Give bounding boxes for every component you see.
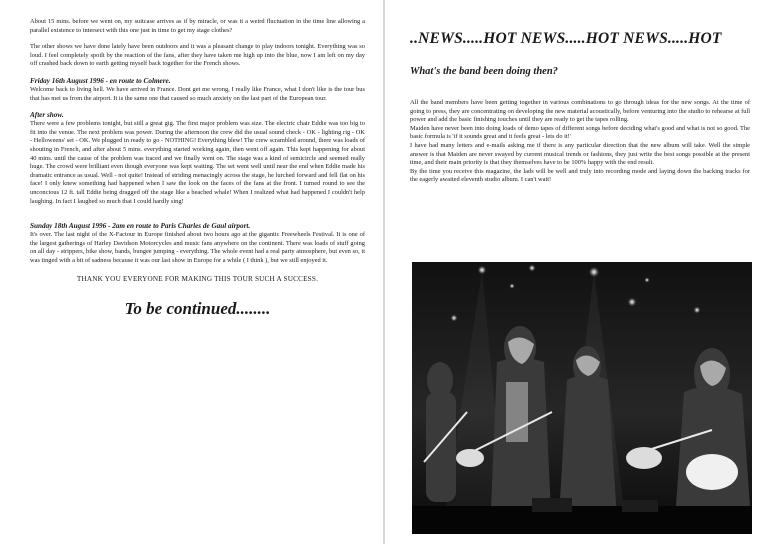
news-paragraph-2: Maiden have never been into doing loads of demo tapes of different songs before deciding what's good and what is not so good. The basic formula is 'if it sounds great and it feels great - lets do it!' [410,124,750,141]
shows-paragraph: The other shows we have done lately have been outdoors and it was a pleasant change to play indoors tonight. Everything was so loud. I feel completely spoilt by the reaction of the fans, after they have taken me high up into the blue, now I am left on my day off crashed back down to earth getting myself back together for the French shows. [30,43,365,68]
after-show-heading: After show. [30,111,64,120]
after-show-paragraph: There were a few problems tonight, but still a great gig. The first major problem was size. The electric chair Eddie was too big to fit into the venue. The next problem was power. During the afternoon the crew did the usual sound check - OK - lighting rig - OK - Helloweens' set - OK. We plugged in ready to go - NOTHING! Everything blew! The crew scrambled around, there was loads of shouting in French, and after about 5 mins. everything started working again, then went off again. This kept happening for about 40 mins. until the cause of the problem was traced and we finally went on. The stage was a kind of semicircle and seemed really huge. The crowd were brilliant even though everyone was kept waiting. The set went well until near the end when Eddie made his dramatic entrance as usual. Well - not quite! Instead of striding menacingly across the stage, he lurched forward and fell flat on his face! I only knew something had happened when I saw the look on the faces of the fans at the front. I turned round to see the unconcious 12 ft. tall Eddie being dragged off the stage like a beached whale! When I realized what had happened I couldn't help laughing. In fact I laughed so much that I could hardly sing! [30,120,365,205]
to-be-continued: To be continued........ [124,299,271,319]
news-paragraph-4: By the time you receive this magazine, the lads will be well and truly into recording mode and laying down the backing tracks for the eagerly awaited eleventh studio album. I can't wait! [410,167,750,184]
intro-paragraph: About 15 mins. before we went on, my suitcase arrives as if by miracle, or was it a weird fluctuation in the time line allowing a parallel existence to intersect with this one just in time to get my stage clothes? [30,18,365,34]
news-paragraph-1: All the band members have been getting together in various combinations to go through ideas for the new songs. At the time of going to press, they are concentrating on developing the new material acoustically, before venturing into the studio to rehearse at full power and add the basic finishing touches until they are ready to get the tapes rolling. [410,99,750,124]
thanks-line: THANK YOU EVERYONE FOR MAKING THIS TOUR SUCH A SUCCESS. [76,275,319,284]
hot-news-banner: ..NEWS.....HOT NEWS.....HOT NEWS.....HOT [410,30,722,47]
friday-paragraph: Welcome back to living hell. We have arrived in France. Dont get me wrong, I really like France, what I don't like is the tour bus that has met us from the airport. It is the same one that caused so much anxiety on the last part of the European tour. [30,85,365,102]
news-paragraph-3: I have had many letters and e-mails asking me if there is any particular direction that the new album will take. Well the simple answer is that Maiden are never swayed by current musical trends or fashions, they just write the best songs possible at the present time, and their main priority is that they themselves have to be 100% happy with the end result. [410,141,750,167]
left-page [30,18,365,319]
friday-heading: Friday 16th August 1996 - en route to Colmere. [30,76,171,85]
page-fold [383,0,385,544]
band-news-subheading: What's the band been doing then? [410,66,558,77]
sunday-heading: Sunday 18th August 1996 - 2am en route to Paris Charles de Gaul airport. [30,222,251,231]
concert-photo [412,262,752,534]
concert-photo-image [412,262,752,534]
sunday-paragraph: It's over. The last night of the X-Factour in Europe finished about two hours ago at the gigantic Freewheels Festival. It is one of the largest gatherings of Harley Davidson Motorcycles and music fans anywhere on the continent. There was loads of stuff going on all day - strippers, bike show, bands, bungee jumping - everything. The whole event had a real party atmosphere, but even so, it was tinged with a bit of sadness because it was our last show in Europe for a while ( I think ), but we still enjoyed it. [30,231,365,264]
right-page [410,30,750,185]
